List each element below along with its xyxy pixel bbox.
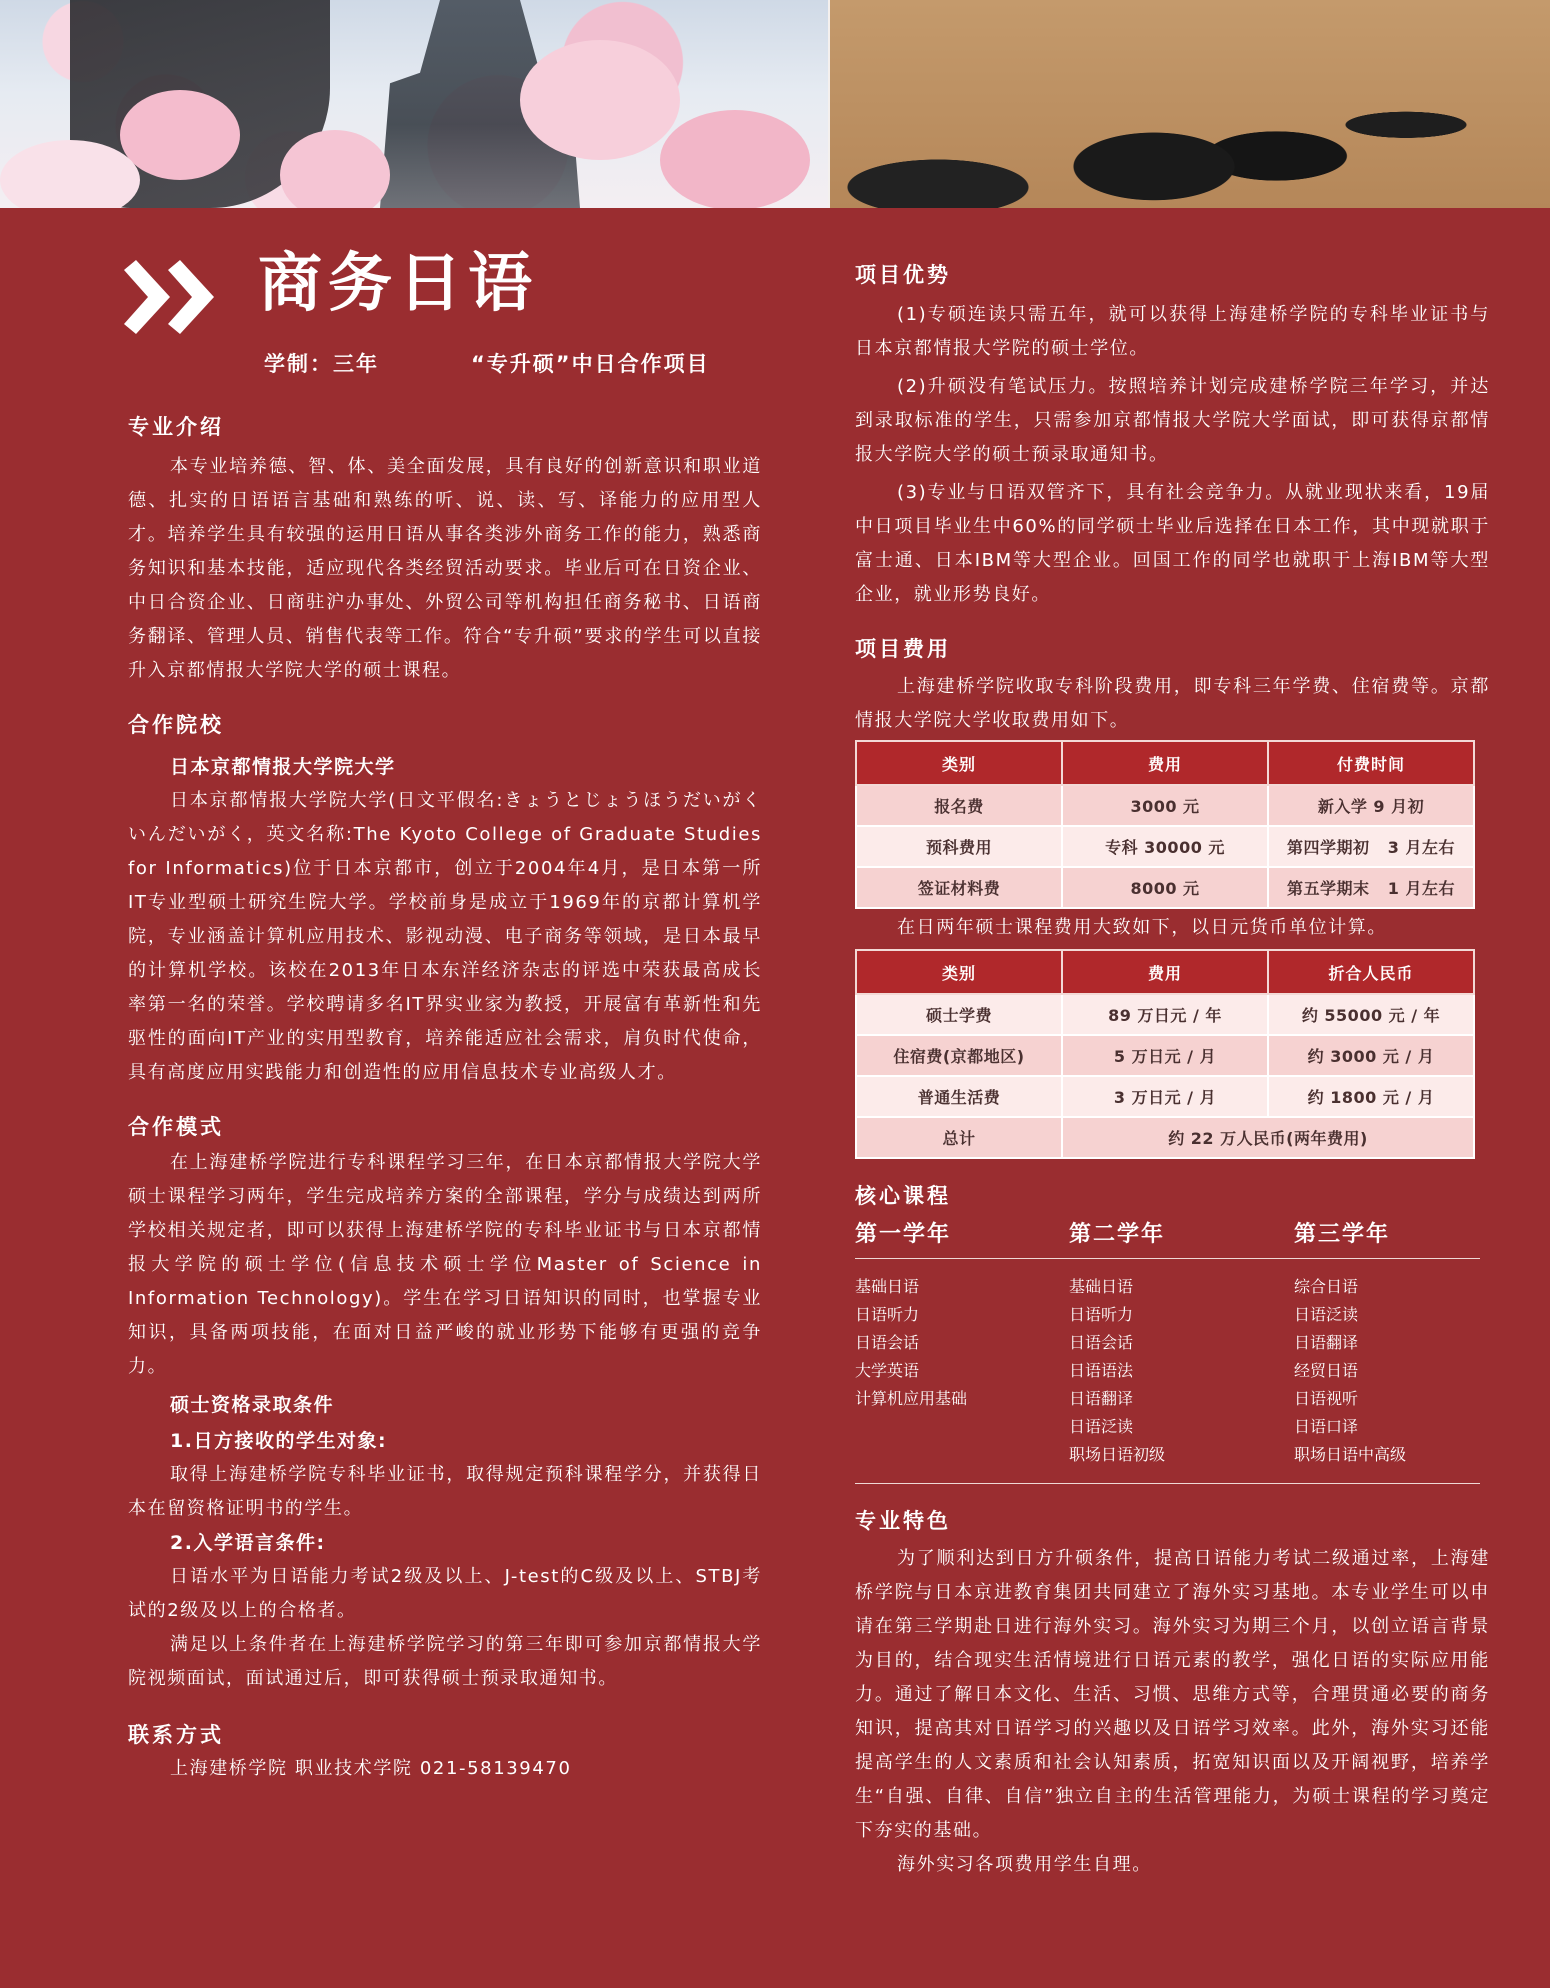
features-closing: 海外实习各项费用学生自理。 [897, 1854, 1152, 1875]
course-year-headers [855, 1213, 1480, 1259]
table-row-total [856, 1117, 1474, 1158]
table-cell: 第五学期末 1 月左右 [1268, 867, 1474, 908]
table-cell: 专科 30000 元 [1062, 826, 1268, 867]
fees-between-text: 在日两年硕士课程费用大致如下，以日元货币单位计算。 [897, 917, 1387, 938]
advantages-heading: 项目优势 [855, 263, 951, 287]
list-item: 日语口译 [1294, 1417, 1359, 1436]
list-item: 日语语法 [1069, 1361, 1134, 1380]
list-item: 日语听力 [855, 1305, 920, 1324]
advantage-3: (3)专业与日语双管齐下，具有社会竞争力。从就业现状来看，19届中日项目毕业生中60%的同学硕士毕业后选择在日本工作，其中现就职于富士通、日本IBM等大型企业。回国工作的同学也就职于上海IBM等大型企业，就业形势良好。 [855, 482, 1490, 605]
left-column [128, 410, 762, 1786]
year-3-heading: 第三学年 [1294, 1222, 1391, 1247]
total-value: 约 22 万人民币(两年费用) [1062, 1117, 1474, 1158]
partner-body: 日本京都情报大学院大学(日文平假名:きょうとじょうほうだいがくいんだいがく，英文名称:The Kyoto College of Graduate Studies for Informatics)位于日本京都市，创立于2004年4月，是日本第一所IT专业型硕士研究生院大学。学校前身是成立于1969年的京都计算机学院，专业涵盖计算机应用技术、影视动漫、电子商务等领域，是日本最早的计算机学校。该校在2013年日本东洋经济杂志的评选中荣获最高成长率第一名的荣誉。学校聘请多名IT界实业家为教授，开展富有革新性和先驱性的面向IT产业的实用型教育，培养能适应社会需求，肩负时代使命，具有高度应用实践能力和创造性的应用信息技术专业高级人才。 [128, 790, 762, 1083]
list-item: 职场日语初级 [1069, 1445, 1166, 1464]
program-subtitle [264, 348, 710, 378]
table-cell: 3 万日元 / 月 [1062, 1076, 1268, 1117]
list-item: 日语听力 [1069, 1305, 1134, 1324]
course-lists [855, 1259, 1480, 1484]
table-row [856, 785, 1474, 826]
list-item: 综合日语 [1294, 1277, 1359, 1296]
fee-table-japan [855, 949, 1475, 1159]
table-cell: 住宿费(京都地区) [856, 1035, 1062, 1076]
list-item: 职场日语中高级 [1294, 1445, 1407, 1464]
table-cell: 预科费用 [856, 826, 1062, 867]
fee-table-kyoto [855, 740, 1475, 909]
list-item: 日语视听 [1294, 1389, 1359, 1408]
fee-table-header: 费用 [1062, 741, 1268, 785]
table-row [856, 826, 1474, 867]
table-cell: 89 万日元 / 年 [1062, 994, 1268, 1035]
year-1-courses [855, 1273, 1069, 1469]
year-1-heading: 第一学年 [855, 1222, 952, 1247]
partner-heading: 合作院校 [128, 713, 224, 737]
duration-label: 学制：三年 [264, 352, 379, 376]
list-item: 经贸日语 [1294, 1361, 1359, 1380]
table-cell: 签证材料费 [856, 867, 1062, 908]
partner-school-name: 日本京都情报大学院大学 [170, 756, 396, 778]
list-item: 日语泛读 [1069, 1417, 1134, 1436]
list-item: 大学英语 [855, 1361, 920, 1380]
condition2-title: 2.入学语言条件: [170, 1532, 326, 1554]
table-row [856, 867, 1474, 908]
course-grid [855, 1213, 1480, 1484]
total-label: 总计 [856, 1117, 1062, 1158]
table-row [856, 994, 1474, 1035]
intro-body: 本专业培养德、智、体、美全面发展，具有良好的创新意识和职业道德、扎实的日语语言基础和熟练的听、说、读、写、译能力的应用型人才。培养学生具有较强的运用日语从事各类涉外商务工作的能力，熟悉商务知识和基本技能，适应现代各类经贸活动要求。毕业后可在日资企业、中日合资企业、日商驻沪办事处、外贸公司等机构担任商务秘书、日语商务翻译、管理人员、销售代表等工作。符合“专升硕”要求的学生可以直接升入京都情报大学院大学的硕士课程。 [128, 456, 762, 681]
table-cell: 约 1800 元 / 月 [1268, 1076, 1474, 1117]
list-item: 日语会话 [855, 1333, 920, 1352]
table-cell: 普通生活费 [856, 1076, 1062, 1117]
program-label: “专升硕”中日合作项目 [471, 352, 710, 376]
table-row [856, 1035, 1474, 1076]
list-item: 计算机应用基础 [855, 1389, 968, 1408]
table-row [856, 1076, 1474, 1117]
mode-body: 在上海建桥学院进行专科课程学习三年，在日本京都情报大学院大学硕士课程学习两年，学生完成培养方案的全部课程，学分与成绩达到两所学校相关规定者，即可以获得上海建桥学院的专科毕业证书与日本京都情报大学院的硕士学位(信息技术硕士学位Master of Science in Information Technology)。学生在学习日语知识的同时，也掌握专业知识，具备两项技能，在面对日益严峻的就业形势下能够有更强的竞争力。 [128, 1152, 762, 1377]
condition1-body: 取得上海建桥学院专科毕业证书，取得规定预科课程学分，并获得日本在留资格证明书的学生。 [128, 1464, 762, 1519]
table-cell: 3000 元 [1062, 785, 1268, 826]
table-cell: 8000 元 [1062, 867, 1268, 908]
advantage-1: (1)专硕连读只需五年，就可以获得上海建桥学院的专科毕业证书与日本京都情报大学院的硕士学位。 [855, 304, 1490, 359]
right-column [855, 258, 1490, 1882]
year-2-courses [1069, 1273, 1294, 1469]
courses-heading: 核心课程 [855, 1184, 951, 1208]
condition2-body: 日语水平为日语能力考试2级及以上、J-test的C级及以上、STBJ考试的2级及以上的合格者。 [128, 1566, 762, 1621]
table-cell: 约 55000 元 / 年 [1268, 994, 1474, 1035]
year-2-heading: 第二学年 [1069, 1222, 1166, 1247]
fee-table-header: 类别 [856, 950, 1062, 994]
admission-heading: 硕士资格录取条件 [170, 1394, 335, 1416]
page-title: 商务日语 [258, 247, 538, 321]
photo-banner [0, 0, 1550, 208]
year-3-courses [1294, 1273, 1406, 1469]
list-item: 基础日语 [855, 1277, 920, 1296]
students-classroom-photo [830, 0, 1550, 208]
table-cell: 报名费 [856, 785, 1062, 826]
list-item: 日语会话 [1069, 1333, 1134, 1352]
features-body: 为了顺利达到日方升硕条件，提高日语能力考试二级通过率，上海建桥学院与日本京进教育集团共同建立了海外实习基地。本专业学生可以申请在第三学期赴日进行海外实习。海外实习为期三个月，以创立语言背景为目的，结合现实生活情境进行日语元素的教学，强化日语的实际应用能力。通过了解日本文化、生活、习惯、思维方式等，合理贯通必要的商务知识，提高其对日语学习的兴趣以及日语学习效率。此外，海外实习还能提高学生的人文素质和社会认知素质，拓宽知识面以及开阔视野，培养学生“自强、自律、自信”独立自主的生活管理能力，为硕士课程的学习奠定下夯实的基础。 [855, 1548, 1490, 1841]
list-item: 日语泛读 [1294, 1305, 1359, 1324]
intro-heading: 专业介绍 [128, 415, 224, 439]
castle-cherry-blossom-photo [0, 0, 830, 208]
table-cell: 硕士学费 [856, 994, 1062, 1035]
fees-heading: 项目费用 [855, 637, 951, 661]
contact-text: 上海建桥学院 职业技术学院 021-58139470 [170, 1758, 572, 1779]
fee-table-header: 折合人民币 [1268, 950, 1474, 994]
table-cell: 约 3000 元 / 月 [1268, 1035, 1474, 1076]
fee-table-header: 费用 [1062, 950, 1268, 994]
list-item: 基础日语 [1069, 1277, 1134, 1296]
double-chevron-icon [124, 260, 228, 334]
fees-intro: 上海建桥学院收取专科阶段费用，即专科三年学费、住宿费等。京都情报大学院大学收取费用如下。 [855, 676, 1490, 731]
fee-table-header: 类别 [856, 741, 1062, 785]
condition1-title: 1.日方接收的学生对象: [170, 1430, 388, 1452]
list-item: 日语翻译 [1069, 1389, 1134, 1408]
table-cell: 第四学期初 3 月左右 [1268, 826, 1474, 867]
features-heading: 专业特色 [855, 1509, 951, 1533]
contact-heading: 联系方式 [128, 1723, 224, 1747]
table-cell: 5 万日元 / 月 [1062, 1035, 1268, 1076]
fee-table-header: 付费时间 [1268, 741, 1474, 785]
condition3-body: 满足以上条件者在上海建桥学院学习的第三年即可参加京都情报大学院视频面试，面试通过后，即可获得硕士预录取通知书。 [128, 1634, 762, 1689]
list-item: 日语翻译 [1294, 1333, 1359, 1352]
advantage-2: (2)升硕没有笔试压力。按照培养计划完成建桥学院三年学习，并达到录取标准的学生，只需参加京都情报大学院大学面试，即可获得京都情报大学院大学的硕士预录取通知书。 [855, 376, 1490, 465]
table-cell: 新入学 9 月初 [1268, 785, 1474, 826]
mode-heading: 合作模式 [128, 1115, 224, 1139]
